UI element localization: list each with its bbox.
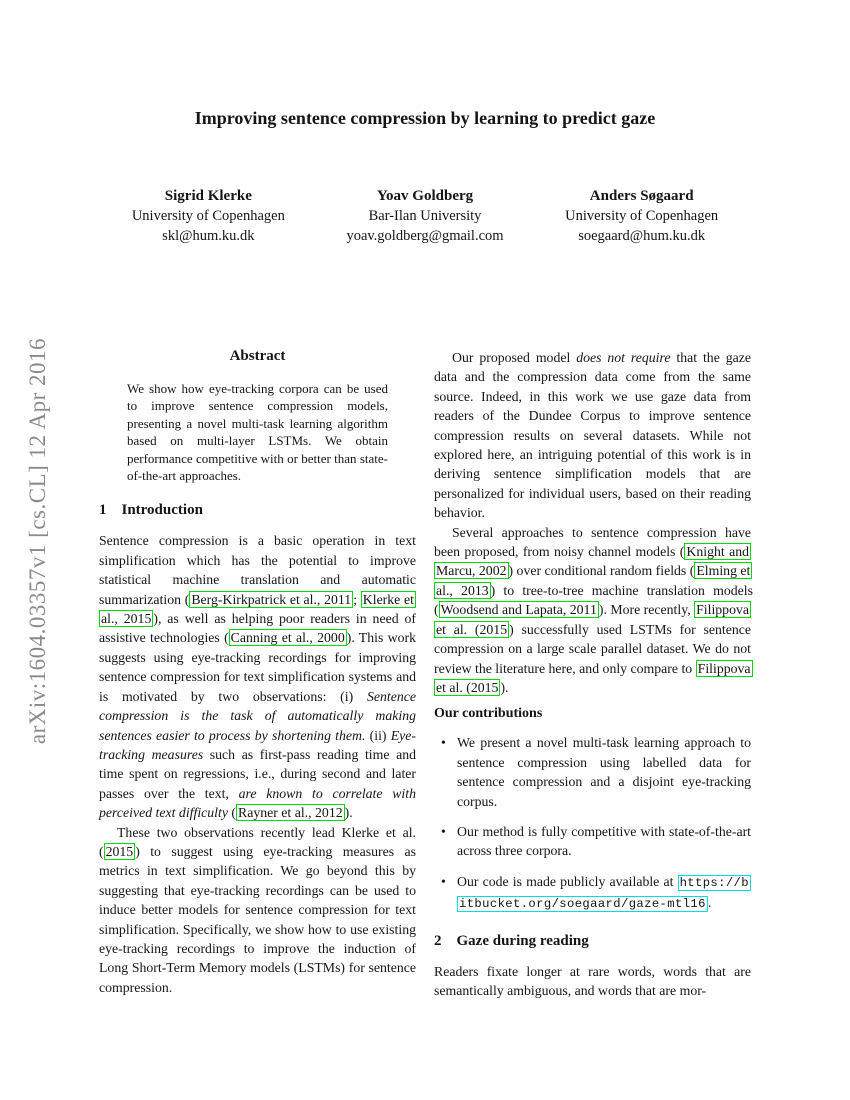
text-run: Our code is made publicly available at bbox=[457, 873, 678, 889]
paragraph bbox=[434, 348, 751, 523]
author-affiliation: Bar-Ilan University bbox=[368, 208, 482, 224]
text-run: ). This work suggests using eye-tracking recordings for improving sentence compression for text simplification systems and is motivated by two observations: (i) bbox=[99, 630, 416, 704]
text-run: ) to suggest using eye-tracking measures as metrics in text simplification. We go beyond this by suggesting that eye-tracking recordings can be used to induce better models for sentence compression for text simplification. Specifically, we show how to use existing eye-tracking recordings to improve the induction of Long Short-Term Memory models (LSTMs) for sentence compression. bbox=[99, 843, 416, 995]
author-email: skl@hum.ku.dk bbox=[162, 227, 255, 244]
two-column-body bbox=[99, 348, 751, 1000]
authors-row bbox=[100, 186, 750, 246]
text-run: These two observations recently lead Klerke et al. ( bbox=[99, 824, 416, 859]
citation-link[interactable]: Elming et al., 2013 bbox=[436, 563, 751, 598]
author-affiliation: University of Copenhagen bbox=[565, 208, 719, 224]
url-link[interactable]: https://bitbucket.org/soegaard/gaze-mtl16 bbox=[459, 875, 749, 912]
author-name: Anders Søgaard bbox=[589, 188, 694, 204]
abstract-heading: Abstract bbox=[229, 348, 286, 364]
section-heading bbox=[99, 502, 416, 519]
text-run: ), as well as helping poor readers in need of assistive technologies ( bbox=[99, 611, 416, 646]
bullet-item bbox=[441, 733, 751, 811]
right-column bbox=[434, 348, 751, 1000]
author-name: Yoav Goldberg bbox=[376, 188, 474, 204]
citation-link[interactable]: Filippova et al. (2015 bbox=[436, 602, 749, 637]
abstract-body bbox=[127, 380, 388, 484]
italic-text: does not require bbox=[576, 350, 671, 365]
section-heading bbox=[434, 933, 751, 950]
citation-link[interactable]: Rayner et al., 2012 bbox=[238, 805, 343, 821]
citation-link[interactable]: Woodsend and Lapata, 2011 bbox=[440, 602, 597, 618]
author-name: Sigrid Klerke bbox=[164, 188, 252, 204]
text-run: We present a novel multi-task learning approach to sentence compression using labelled data for sentence compression and a disjoint eye-tracking corpus. bbox=[457, 735, 751, 809]
left-column bbox=[99, 348, 416, 1000]
bullet-item bbox=[441, 822, 751, 861]
author-block bbox=[100, 186, 317, 246]
citation-link[interactable]: Filippova et al. (2015 bbox=[436, 660, 751, 695]
bullet-icon: • bbox=[441, 823, 446, 839]
bullet-icon: • bbox=[441, 735, 446, 751]
citation-link[interactable]: Berg-Kirkpatrick et al., 2011 bbox=[191, 591, 352, 607]
text-run: ; bbox=[353, 591, 361, 607]
bullet-text bbox=[457, 872, 751, 915]
text-run: that the gaze data and the compression data come from the same source. Indeed, in this work we use gaze data from readers of the Dundee Corpus to improve sentence compression results on several datasets. While not explored here, an intriguing potential of this work is in deriving sentence simplification models that are personalized for individual users, based on their reading behavior. bbox=[434, 350, 751, 521]
text-run: ) over conditional random fields ( bbox=[508, 563, 695, 579]
text-run: ). bbox=[500, 679, 509, 695]
text-run: Several approaches to sentence compression have been proposed, from noisy channel models ( bbox=[434, 524, 751, 560]
text-run: ). More recently, bbox=[598, 602, 695, 618]
text-run: Readers fixate longer at rare words, words that are semantically ambiguous, and words that are mor- bbox=[434, 963, 751, 998]
citation-link[interactable]: 2015 bbox=[105, 843, 134, 859]
section-title: Gaze during reading bbox=[456, 932, 589, 949]
author-email: yoav.goldberg@gmail.com bbox=[346, 227, 504, 244]
citation-link[interactable]: Klerke et al., 2015 bbox=[101, 591, 414, 627]
text-run: . bbox=[707, 895, 712, 911]
bullet-text bbox=[457, 733, 751, 811]
paragraph bbox=[434, 523, 751, 698]
text-run: ) to tree-to-tree machine translation models ( bbox=[434, 582, 753, 618]
section-number: 1 bbox=[99, 502, 107, 519]
paper-title: Improving sentence compression by learning to predict gaze bbox=[194, 108, 656, 128]
italic-text: Sentence compression is the task of automatically making sentences easier to process by shortening them. bbox=[99, 688, 416, 743]
section-title: Introduction bbox=[121, 502, 203, 519]
text-run: such as first-pass reading time and time spent on regressions, i.e., during second and later passes over the text, bbox=[99, 746, 416, 801]
italic-text: Eye-tracking measures bbox=[99, 727, 416, 762]
section-number: 2 bbox=[434, 932, 442, 949]
text-run: ( bbox=[227, 805, 237, 821]
author-block bbox=[317, 186, 534, 246]
text-run: ) successfully used LSTMs for sentence compression on a large scale parallel dataset. We do not review the literature here, and only compare to bbox=[434, 621, 752, 676]
author-affiliation: University of Copenhagen bbox=[131, 208, 285, 224]
bullet-item bbox=[441, 872, 751, 915]
author-block bbox=[533, 186, 750, 246]
arxiv-watermark: arXiv:1604.03357v1 [cs.CL] 12 Apr 2016 bbox=[25, 337, 50, 745]
text-run: Sentence compression is a basic operation in text simplification which has the potential to improve statistical machine translation and automatic summarization ( bbox=[99, 533, 416, 607]
contributions-heading: Our contributions bbox=[434, 706, 543, 722]
paragraph bbox=[99, 823, 416, 998]
text-run: We show how eye-tracking corpora can be used to improve sentence compression models, presenting a novel multi-task learning algorithm based on multi-layer LSTMs. We obtain performance competitive with or better than state-of-the-art approaches. bbox=[127, 381, 388, 484]
text-run: Our proposed model bbox=[452, 350, 577, 365]
citation-link[interactable]: Canning et al., 2000 bbox=[230, 630, 345, 646]
text-run: Our method is fully competitive with state-of-the-art across three corpora. bbox=[457, 823, 751, 859]
text-run: (ii) bbox=[365, 727, 391, 743]
citation-link[interactable]: Knight and Marcu, 2002 bbox=[436, 544, 749, 579]
text-run: ). bbox=[344, 805, 353, 821]
paragraph bbox=[99, 531, 416, 822]
bullet-text bbox=[457, 822, 751, 861]
paragraph bbox=[434, 962, 751, 1001]
author-email: soegaard@hum.ku.dk bbox=[578, 227, 706, 244]
italic-text: are known to correlate with perceived text difficulty bbox=[99, 785, 416, 821]
bullet-icon: • bbox=[441, 873, 446, 889]
